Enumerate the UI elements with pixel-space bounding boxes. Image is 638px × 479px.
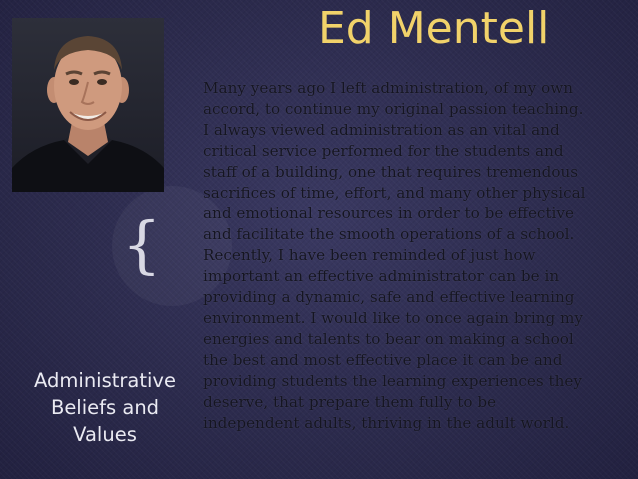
section-label-line: Beliefs and [50, 396, 160, 419]
curly-brace-glyph: { [122, 208, 162, 281]
body-line: important an effective administrator can be in [203, 267, 560, 286]
body-line: and emotional resources in order to be effective [203, 204, 574, 223]
slide-title: Ed Mentell [318, 3, 550, 54]
body-line: I always viewed administration as an vital and [203, 120, 560, 139]
body-line: the best and most effective place it can be and [203, 350, 563, 369]
body-line: energies and talents to bear on making a school [203, 329, 574, 348]
body-line: providing a dynamic, safe and effective learning [203, 288, 575, 307]
portrait-photo [12, 18, 164, 192]
body-line: Many years ago I left administration, of my own [203, 79, 574, 97]
body-line: independent adults, thriving in the adult world. [203, 413, 570, 432]
portrait-illustration [12, 18, 164, 192]
body-line: staff of a building, one that requires tremendous [203, 162, 579, 181]
section-label [14, 367, 196, 448]
section-label-line: Values [73, 423, 137, 446]
body-line: providing students the learning experiences they [203, 371, 582, 390]
body-line: accord, to continue my original passion teaching. [203, 99, 584, 118]
body-line: critical service performed for the students and [203, 141, 564, 160]
body-line: environment. I would like to once again bring my [203, 308, 583, 327]
body-line: and facilitate the smooth operations of a school. [203, 225, 575, 244]
body-line: deserve, that prepare them fully to be [203, 392, 497, 411]
body-line: Recently, I have been reminded of just how [203, 246, 536, 265]
section-label-line: Administrative [34, 369, 176, 392]
body-line: sacrifices of time, effort, and many other physical [203, 183, 586, 202]
body-paragraph [203, 78, 631, 433]
